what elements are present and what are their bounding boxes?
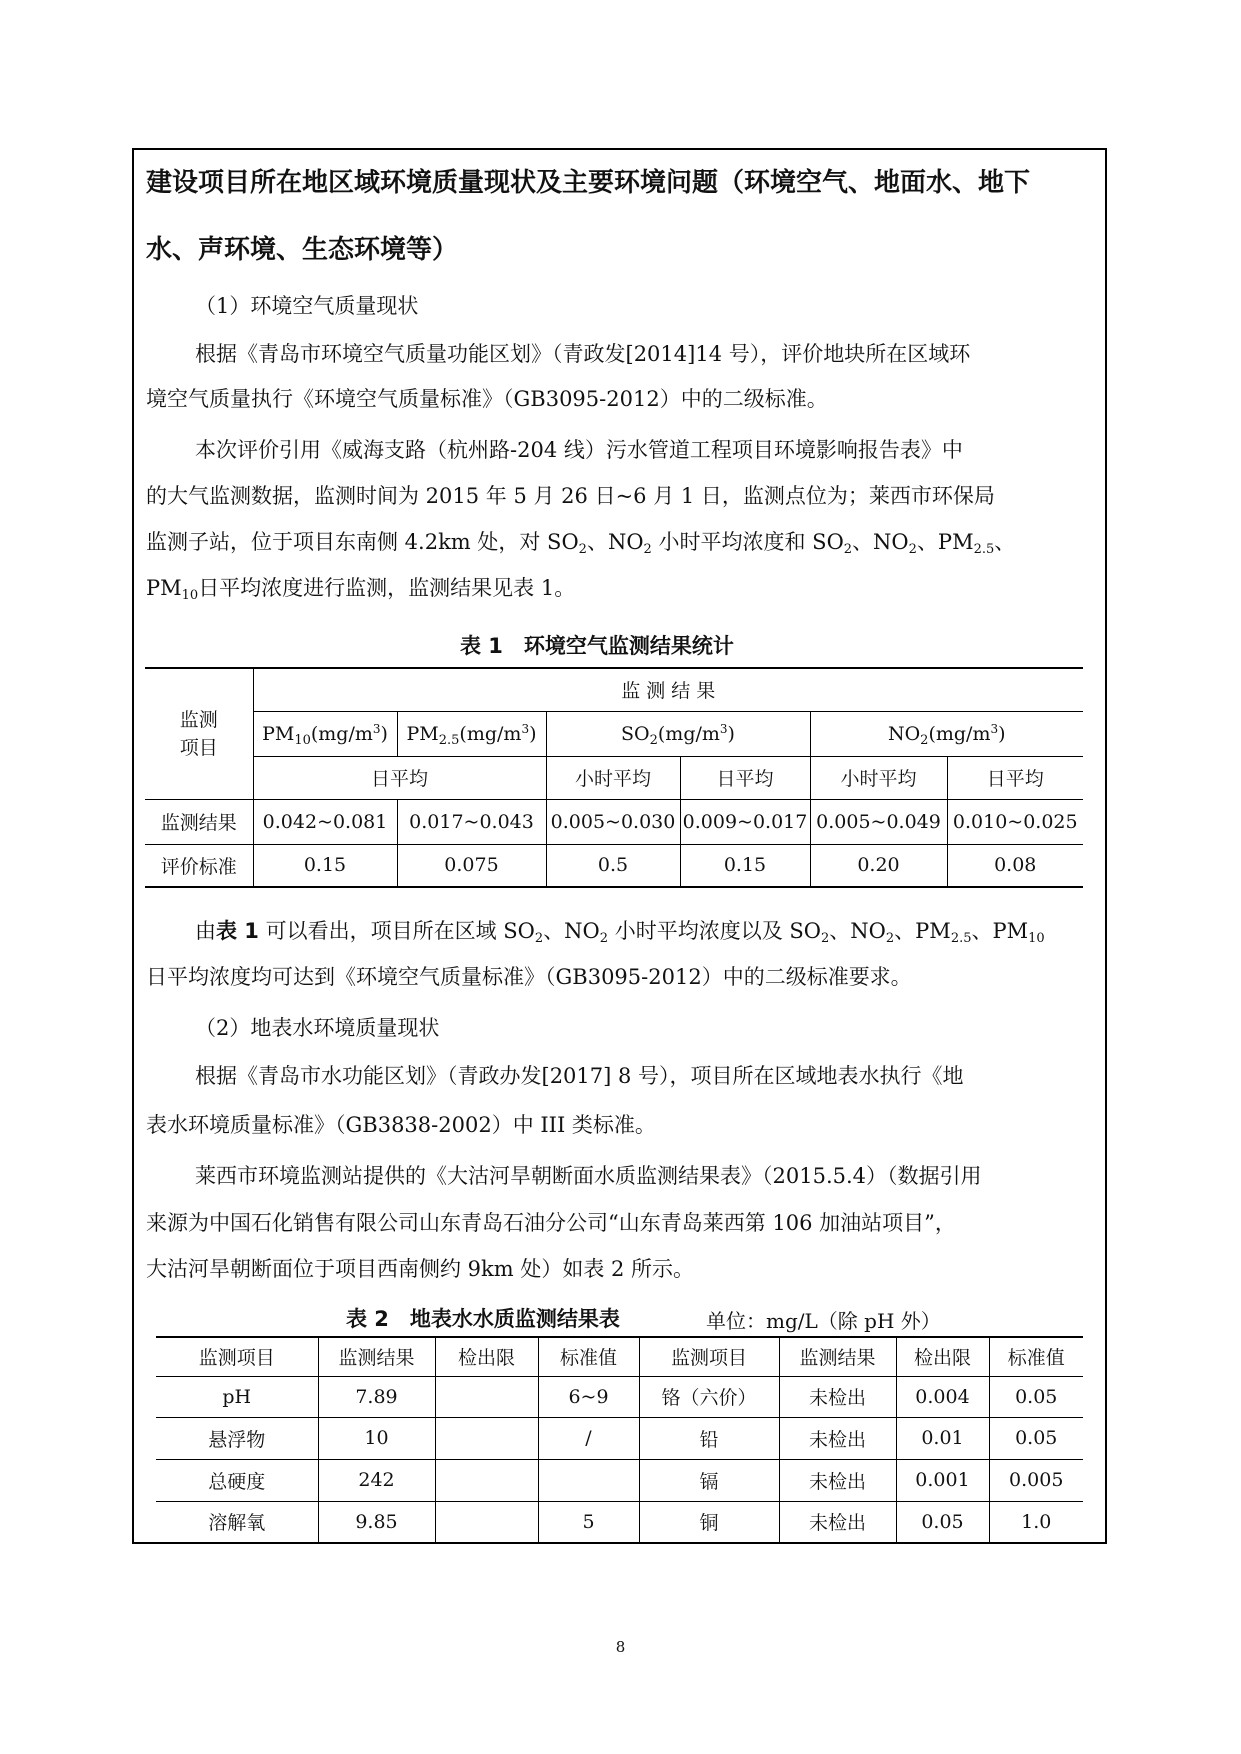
table2-unit: 单位：mg/L（除 pH 外）: [706, 1309, 941, 1333]
after-table1-line1: 由表 1 可以看出，项目所在区域 $SO_2$、$NO_2$ 小时平均浓度以及 $SO_2$、$NO_2$、$PM_{2.5}$、$PM_{10}$: [195, 919, 1045, 946]
table-cell: 0.017~0.043: [397, 799, 546, 844]
table-cell: 总硬度: [156, 1459, 318, 1501]
table-cell: 10: [318, 1417, 435, 1459]
col-header: 监测项目: [639, 1337, 779, 1376]
table-cell: 9.85: [318, 1501, 435, 1543]
table-cell: 0.15: [680, 844, 810, 887]
table2-water-quality: [156, 1336, 1083, 1544]
header-pm10: $PM_{10}(mg/m^3)$: [253, 711, 397, 756]
table-cell: 溶解氧: [156, 1501, 318, 1543]
table-cell: 0.20: [810, 844, 947, 887]
table-cell: 0.08: [947, 844, 1083, 887]
table-cell: 未检出: [779, 1376, 896, 1417]
table-cell: 未检出: [779, 1501, 896, 1543]
page-number: 8: [615, 1638, 626, 1656]
header-daily-avg: 日平均: [253, 756, 546, 799]
table-cell: 5: [538, 1501, 639, 1543]
table-cell: 242: [318, 1459, 435, 1501]
table-cell: 铬（六价）: [639, 1376, 779, 1417]
section-heading-line2: 水、声环境、生态环境等）: [146, 235, 459, 265]
table-cell: 1.0: [989, 1501, 1083, 1543]
table-cell: [435, 1376, 538, 1417]
header-so2: $SO_2(mg/m^3)$: [546, 711, 810, 756]
table-cell: 0.05: [989, 1417, 1083, 1459]
section2-para2-line2: 来源为中国石化销售有限公司山东青岛石油分公司“山东青岛莱西第 106 加油站项目”，: [146, 1211, 956, 1235]
table-cell: [435, 1501, 538, 1543]
col-header: 标准值: [989, 1337, 1083, 1376]
table-cell: 7.89: [318, 1376, 435, 1417]
table-cell: 0.05: [896, 1501, 989, 1543]
table-cell: 0.005~0.030: [546, 799, 680, 844]
table2-caption: 表 2 地表水水质监测结果表: [346, 1307, 620, 1331]
header-pm25: $PM_{2.5}(mg/m^3)$: [397, 711, 546, 756]
table-cell: 0.042~0.081: [253, 799, 397, 844]
section1-para1-line2: 境空气质量执行《环境空气质量标准》（GB3095-2012）中的二级标准。: [146, 387, 828, 411]
table-cell: 0.05: [989, 1376, 1083, 1417]
table-cell: 0.010~0.025: [947, 799, 1083, 844]
table-cell: 0.5: [546, 844, 680, 887]
header-monitor-item: 监测 项目: [145, 668, 253, 799]
table-cell: 0.01: [896, 1417, 989, 1459]
table-cell: 0.005~0.049: [810, 799, 947, 844]
table-cell: /: [538, 1417, 639, 1459]
table-cell: 0.004: [896, 1376, 989, 1417]
col-header: 检出限: [896, 1337, 989, 1376]
table-cell: 铅: [639, 1417, 779, 1459]
table1-ref: 表 1: [216, 919, 259, 943]
table-cell: [538, 1459, 639, 1501]
table-cell: 6~9: [538, 1376, 639, 1417]
section2-para2-line1: 莱西市环境监测站提供的《大沽河旱朝断面水质监测结果表》（2015.5.4）（数据引用: [195, 1164, 982, 1188]
line4-text: 日平均浓度进行监测，监测结果见表 1。: [198, 576, 576, 600]
table-cell: 铜: [639, 1501, 779, 1543]
col-header: 监测结果: [779, 1337, 896, 1376]
table-cell: 0.009~0.017: [680, 799, 810, 844]
section1-title: （1）环境空气质量现状: [195, 294, 419, 318]
table-cell: 0.001: [896, 1459, 989, 1501]
table-cell: 0.075: [397, 844, 546, 887]
section1-para2-line3: 监测子站，位于项目东南侧 4.2km 处，对 $SO_2$、$NO_2$ 小时平均浓度和 $SO_2$、$NO_2$、$PM_{2.5}$、: [146, 530, 1016, 557]
table-cell: pH: [156, 1376, 318, 1417]
table-cell: 未检出: [779, 1417, 896, 1459]
section2-para2-line3: 大沽河旱朝断面位于项目西南侧约 9km 处）如表 2 所示。: [146, 1257, 695, 1281]
table1-air-monitoring: [145, 667, 1083, 888]
header-no2: $NO_2(mg/m^3)$: [810, 711, 1083, 756]
col-header: 标准值: [538, 1337, 639, 1376]
col-header: 监测结果: [318, 1337, 435, 1376]
table-cell: 镉: [639, 1459, 779, 1501]
section1-para2-line4: $PM_{10}$日平均浓度进行监测，监测结果见表 1。: [146, 576, 576, 603]
text: 由: [195, 919, 216, 943]
header-results: 监 测 结 果: [253, 668, 1083, 711]
section2-title: （2）地表水环境质量现状: [195, 1016, 440, 1040]
header-daily-avg: 日平均: [947, 756, 1083, 799]
header-daily-avg: 日平均: [680, 756, 810, 799]
table-cell: 0.005: [989, 1459, 1083, 1501]
table-cell: [435, 1417, 538, 1459]
section2-para1-line2: 表水环境质量标准》（GB3838-2002）中 III 类标准。: [146, 1113, 656, 1137]
header-hourly-avg: 小时平均: [810, 756, 947, 799]
section-heading-line1: 建设项目所在地区域环境质量现状及主要环境问题（环境空气、地面水、地下: [146, 168, 1031, 198]
table-cell: 0.15: [253, 844, 397, 887]
section2-para1-line1: 根据《青岛市水功能区划》（青政办发[2017] 8 号），项目所在区域地表水执行《地: [195, 1064, 964, 1088]
section1-para2-line1: 本次评价引用《威海支路（杭州路-204 线）污水管道工程项目环境影响报告表》中: [195, 438, 963, 462]
table-cell: 悬浮物: [156, 1417, 318, 1459]
section1-para2-line2: 的大气监测数据，监测时间为 2015 年 5 月 26 日~6 月 1 日，监测点位为；莱西市环保局: [146, 484, 995, 508]
row-label: 监测结果: [145, 799, 253, 844]
text: 可以看出，项目所在区域 SO: [265, 919, 535, 943]
col-header: 监测项目: [156, 1337, 318, 1376]
table1-caption: 表 1 环境空气监测结果统计: [460, 634, 734, 658]
row-label: 评价标准: [145, 844, 253, 887]
table-cell: [435, 1459, 538, 1501]
line3-text: 监测子站，位于项目东南侧 4.2km 处，对 SO: [146, 530, 579, 554]
after-table1-line2: 日平均浓度均可达到《环境空气质量标准》（GB3095-2012）中的二级标准要求。: [146, 965, 912, 989]
section1-para1-line1: 根据《青岛市环境空气质量功能区划》（青政发[2014]14 号），评价地块所在区域环: [195, 342, 971, 366]
header-hourly-avg: 小时平均: [546, 756, 680, 799]
col-header: 检出限: [435, 1337, 538, 1376]
table-cell: 未检出: [779, 1459, 896, 1501]
